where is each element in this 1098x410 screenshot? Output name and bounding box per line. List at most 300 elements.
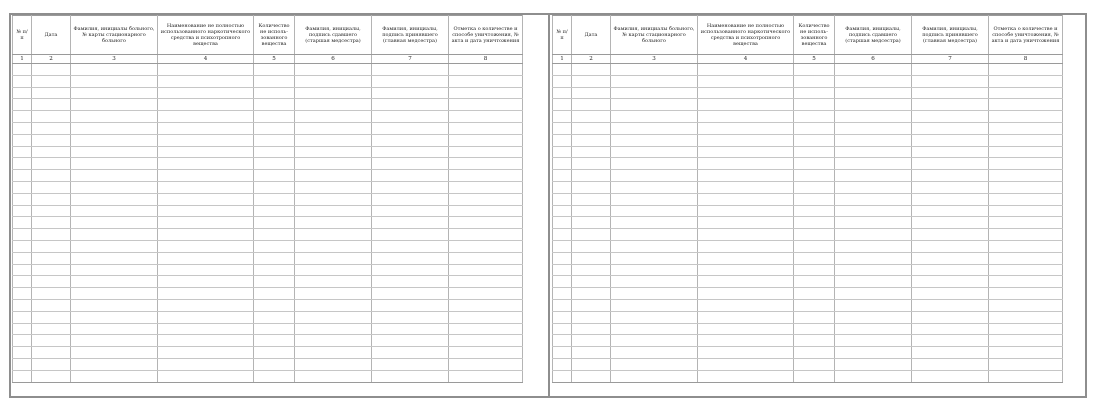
entry-row xyxy=(553,252,1063,264)
entry-cell xyxy=(158,252,254,264)
entry-cell xyxy=(32,193,71,205)
entry-cell xyxy=(13,134,32,146)
entry-cell xyxy=(572,335,611,347)
entry-cell xyxy=(794,358,835,370)
entry-cell xyxy=(553,193,572,205)
entry-cell xyxy=(912,170,989,182)
entry-cell xyxy=(32,134,71,146)
entry-cell xyxy=(295,276,372,288)
entry-cell xyxy=(254,122,295,134)
entry-cell xyxy=(794,75,835,87)
entry-cell xyxy=(13,240,32,252)
entry-cell xyxy=(254,111,295,123)
entry-cell xyxy=(449,264,523,276)
entry-cell xyxy=(912,323,989,335)
entry-cell xyxy=(835,264,912,276)
entry-cell xyxy=(989,229,1063,241)
entry-cell xyxy=(835,75,912,87)
col-number: 8 xyxy=(989,55,1063,64)
entry-cell xyxy=(835,299,912,311)
entry-cell xyxy=(835,358,912,370)
entry-cell xyxy=(912,193,989,205)
entry-row xyxy=(13,64,523,76)
entry-cell xyxy=(698,264,794,276)
entry-cell xyxy=(794,229,835,241)
entry-row xyxy=(553,146,1063,158)
entry-cell xyxy=(912,64,989,76)
entry-cell xyxy=(158,358,254,370)
entry-row xyxy=(553,311,1063,323)
entry-cell xyxy=(158,75,254,87)
entry-cell xyxy=(372,111,449,123)
entry-cell xyxy=(295,99,372,111)
col-header-handed-over: Фамилия, инициалы, подпись сдавшего (старшая медсестра) xyxy=(295,16,372,55)
entry-cell xyxy=(698,122,794,134)
entry-cell xyxy=(295,358,372,370)
entry-cell xyxy=(989,122,1063,134)
entry-cell xyxy=(254,217,295,229)
entry-cell xyxy=(698,217,794,229)
entry-cell xyxy=(698,193,794,205)
entry-cell xyxy=(13,311,32,323)
entry-cell xyxy=(254,134,295,146)
entry-cell xyxy=(254,229,295,241)
entry-cell xyxy=(611,181,698,193)
entry-cell xyxy=(295,311,372,323)
entry-cell xyxy=(698,276,794,288)
entry-cell xyxy=(553,158,572,170)
col-number: 3 xyxy=(611,55,698,64)
entry-cell xyxy=(611,111,698,123)
entry-cell xyxy=(158,264,254,276)
entry-cell xyxy=(13,288,32,300)
col-header-patient: Фамилия, инициалы больного, № карты стационарного больного xyxy=(611,16,698,55)
entry-row xyxy=(13,252,523,264)
entry-cell xyxy=(295,193,372,205)
entry-cell xyxy=(611,75,698,87)
entry-cell xyxy=(912,75,989,87)
entry-row xyxy=(13,193,523,205)
col-header-quantity: Количество не исполь-зованного вещества xyxy=(794,16,835,55)
entry-row xyxy=(553,87,1063,99)
entry-cell xyxy=(32,64,71,76)
entry-cell xyxy=(295,170,372,182)
entry-cell xyxy=(835,181,912,193)
entry-cell xyxy=(158,193,254,205)
entry-cell xyxy=(71,111,158,123)
entry-row xyxy=(13,299,523,311)
entry-row xyxy=(13,335,523,347)
entry-cell xyxy=(553,122,572,134)
entry-cell xyxy=(71,323,158,335)
entry-cell xyxy=(794,170,835,182)
entry-cell xyxy=(611,252,698,264)
entry-row xyxy=(13,111,523,123)
entry-cell xyxy=(835,335,912,347)
entry-cell xyxy=(449,181,523,193)
entry-cell xyxy=(254,311,295,323)
entry-cell xyxy=(698,288,794,300)
entry-row xyxy=(13,240,523,252)
entry-cell xyxy=(989,323,1063,335)
entry-cell xyxy=(698,64,794,76)
entry-cell xyxy=(835,229,912,241)
entry-cell xyxy=(254,146,295,158)
entry-cell xyxy=(912,347,989,359)
entry-cell xyxy=(32,122,71,134)
entry-cell xyxy=(611,122,698,134)
entry-cell xyxy=(835,347,912,359)
entry-cell xyxy=(989,358,1063,370)
entry-cell xyxy=(13,264,32,276)
entry-cell xyxy=(71,276,158,288)
entry-row xyxy=(553,347,1063,359)
entry-cell xyxy=(13,370,32,382)
entry-cell xyxy=(835,323,912,335)
entry-row xyxy=(553,358,1063,370)
entry-cell xyxy=(158,276,254,288)
entry-cell xyxy=(572,323,611,335)
entry-cell xyxy=(449,240,523,252)
entry-cell xyxy=(698,87,794,99)
entry-cell xyxy=(989,370,1063,382)
entry-cell xyxy=(13,299,32,311)
entry-cell xyxy=(449,252,523,264)
entry-row xyxy=(553,276,1063,288)
entry-cell xyxy=(611,193,698,205)
entry-row xyxy=(13,87,523,99)
entry-cell xyxy=(449,217,523,229)
entry-cell xyxy=(611,264,698,276)
entry-cell xyxy=(449,146,523,158)
entry-cell xyxy=(372,158,449,170)
col-header-handed-over: Фамилия, инициалы, подпись сдавшего (старшая медсестра) xyxy=(835,16,912,55)
entry-cell xyxy=(611,347,698,359)
entry-cell xyxy=(572,217,611,229)
entry-cell xyxy=(698,181,794,193)
entry-cell xyxy=(295,87,372,99)
entry-cell xyxy=(572,75,611,87)
entry-cell xyxy=(989,264,1063,276)
entry-cell xyxy=(989,311,1063,323)
entry-cell xyxy=(698,240,794,252)
entry-cell xyxy=(71,205,158,217)
entry-cell xyxy=(794,181,835,193)
entry-cell xyxy=(71,181,158,193)
entry-cell xyxy=(572,170,611,182)
entry-cell xyxy=(794,311,835,323)
entry-cell xyxy=(32,370,71,382)
entry-row xyxy=(13,205,523,217)
entry-cell xyxy=(794,122,835,134)
entry-cell xyxy=(611,311,698,323)
entry-row xyxy=(13,229,523,241)
header-row xyxy=(553,16,1063,55)
spine-gutter xyxy=(548,15,550,396)
journal-rows xyxy=(13,64,523,383)
entry-row xyxy=(553,323,1063,335)
entry-cell xyxy=(32,240,71,252)
entry-row xyxy=(553,240,1063,252)
entry-cell xyxy=(572,288,611,300)
entry-cell xyxy=(32,323,71,335)
entry-cell xyxy=(13,122,32,134)
entry-cell xyxy=(372,99,449,111)
entry-cell xyxy=(71,299,158,311)
entry-cell xyxy=(71,193,158,205)
entry-cell xyxy=(254,158,295,170)
entry-cell xyxy=(158,217,254,229)
entry-cell xyxy=(158,299,254,311)
entry-cell xyxy=(71,217,158,229)
entry-cell xyxy=(158,335,254,347)
entry-cell xyxy=(372,64,449,76)
entry-cell xyxy=(13,205,32,217)
entry-cell xyxy=(835,146,912,158)
entry-cell xyxy=(989,87,1063,99)
entry-cell xyxy=(254,205,295,217)
entry-cell xyxy=(611,205,698,217)
entry-cell xyxy=(611,146,698,158)
col-number: 7 xyxy=(912,55,989,64)
entry-cell xyxy=(254,252,295,264)
col-header-number: № п/п xyxy=(553,16,572,55)
entry-cell xyxy=(794,134,835,146)
entry-cell xyxy=(71,87,158,99)
entry-cell xyxy=(254,64,295,76)
entry-cell xyxy=(989,111,1063,123)
entry-cell xyxy=(794,146,835,158)
entry-cell xyxy=(835,87,912,99)
entry-cell xyxy=(572,311,611,323)
entry-row xyxy=(553,264,1063,276)
entry-cell xyxy=(794,347,835,359)
entry-cell xyxy=(794,252,835,264)
entry-cell xyxy=(71,358,158,370)
entry-cell xyxy=(572,134,611,146)
entry-cell xyxy=(835,311,912,323)
entry-cell xyxy=(989,240,1063,252)
entry-cell xyxy=(254,335,295,347)
entry-cell xyxy=(611,323,698,335)
entry-cell xyxy=(449,288,523,300)
entry-cell xyxy=(572,122,611,134)
col-number: 3 xyxy=(71,55,158,64)
entry-cell xyxy=(572,205,611,217)
entry-cell xyxy=(553,276,572,288)
entry-row xyxy=(13,122,523,134)
col-header-destruction: Отметка о количестве и способе уничтожения, № акта и дата уничтожения xyxy=(449,16,523,55)
entry-cell xyxy=(158,158,254,170)
entry-cell xyxy=(71,134,158,146)
entry-cell xyxy=(254,347,295,359)
entry-cell xyxy=(372,205,449,217)
entry-cell xyxy=(449,299,523,311)
entry-cell xyxy=(835,217,912,229)
entry-cell xyxy=(835,240,912,252)
entry-row xyxy=(553,64,1063,76)
entry-cell xyxy=(912,252,989,264)
entry-row xyxy=(13,99,523,111)
entry-cell xyxy=(449,99,523,111)
entry-cell xyxy=(835,193,912,205)
entry-cell xyxy=(553,323,572,335)
entry-cell xyxy=(71,75,158,87)
entry-cell xyxy=(71,158,158,170)
entry-cell xyxy=(32,217,71,229)
entry-cell xyxy=(698,347,794,359)
col-header-patient: Фамилия, инициалы больного, № карты стационарного больного xyxy=(71,16,158,55)
entry-cell xyxy=(449,358,523,370)
entry-cell xyxy=(13,64,32,76)
entry-cell xyxy=(32,299,71,311)
entry-row xyxy=(553,75,1063,87)
entry-cell xyxy=(71,288,158,300)
entry-cell xyxy=(611,170,698,182)
entry-row xyxy=(553,370,1063,382)
entry-cell xyxy=(449,205,523,217)
entry-cell xyxy=(254,288,295,300)
entry-cell xyxy=(158,170,254,182)
entry-cell xyxy=(989,288,1063,300)
entry-cell xyxy=(611,99,698,111)
entry-cell xyxy=(572,370,611,382)
entry-cell xyxy=(698,311,794,323)
entry-cell xyxy=(372,335,449,347)
entry-cell xyxy=(158,64,254,76)
entry-cell xyxy=(572,229,611,241)
journal-table-right xyxy=(552,15,1063,383)
entry-cell xyxy=(611,288,698,300)
entry-cell xyxy=(912,146,989,158)
entry-cell xyxy=(71,99,158,111)
entry-cell xyxy=(912,299,989,311)
entry-row xyxy=(13,170,523,182)
entry-cell xyxy=(553,111,572,123)
entry-cell xyxy=(989,347,1063,359)
entry-cell xyxy=(553,264,572,276)
entry-cell xyxy=(989,170,1063,182)
entry-cell xyxy=(698,111,794,123)
entry-cell xyxy=(449,64,523,76)
entry-cell xyxy=(572,347,611,359)
entry-cell xyxy=(32,335,71,347)
entry-cell xyxy=(158,181,254,193)
entry-cell xyxy=(295,64,372,76)
entry-cell xyxy=(912,229,989,241)
entry-cell xyxy=(254,323,295,335)
entry-cell xyxy=(71,264,158,276)
col-number: 4 xyxy=(698,55,794,64)
entry-cell xyxy=(572,276,611,288)
entry-cell xyxy=(295,217,372,229)
entry-cell xyxy=(449,158,523,170)
journal-page-right xyxy=(552,15,1062,373)
entry-cell xyxy=(254,240,295,252)
entry-cell xyxy=(572,158,611,170)
entry-cell xyxy=(13,111,32,123)
entry-cell xyxy=(698,146,794,158)
entry-cell xyxy=(912,181,989,193)
entry-cell xyxy=(572,252,611,264)
entry-cell xyxy=(254,87,295,99)
entry-cell xyxy=(989,335,1063,347)
entry-row xyxy=(553,99,1063,111)
header-row xyxy=(13,16,523,55)
entry-cell xyxy=(794,288,835,300)
entry-row xyxy=(553,122,1063,134)
col-number: 6 xyxy=(295,55,372,64)
entry-row xyxy=(553,134,1063,146)
entry-cell xyxy=(295,111,372,123)
entry-cell xyxy=(611,335,698,347)
entry-cell xyxy=(295,181,372,193)
entry-cell xyxy=(372,288,449,300)
col-number: 7 xyxy=(372,55,449,64)
entry-cell xyxy=(989,193,1063,205)
entry-cell xyxy=(449,229,523,241)
entry-cell xyxy=(698,335,794,347)
entry-cell xyxy=(989,146,1063,158)
entry-cell xyxy=(449,370,523,382)
col-header-received: Фамилия, инициалы, подпись принявшего (главная медсестра) xyxy=(372,16,449,55)
entry-cell xyxy=(295,240,372,252)
entry-cell xyxy=(698,99,794,111)
entry-cell xyxy=(835,99,912,111)
entry-cell xyxy=(13,347,32,359)
entry-cell xyxy=(794,264,835,276)
entry-cell xyxy=(553,299,572,311)
entry-cell xyxy=(295,134,372,146)
entry-cell xyxy=(372,358,449,370)
column-number-row xyxy=(553,55,1063,64)
entry-cell xyxy=(13,193,32,205)
entry-cell xyxy=(794,64,835,76)
entry-cell xyxy=(295,299,372,311)
entry-cell xyxy=(254,75,295,87)
entry-cell xyxy=(372,347,449,359)
entry-cell xyxy=(794,87,835,99)
entry-cell xyxy=(794,299,835,311)
entry-row xyxy=(553,335,1063,347)
entry-cell xyxy=(794,240,835,252)
entry-cell xyxy=(989,299,1063,311)
entry-row xyxy=(13,134,523,146)
entry-cell xyxy=(572,240,611,252)
entry-cell xyxy=(449,276,523,288)
entry-cell xyxy=(449,87,523,99)
entry-cell xyxy=(794,335,835,347)
col-header-date: Дата xyxy=(32,16,71,55)
entry-cell xyxy=(254,299,295,311)
entry-cell xyxy=(611,229,698,241)
entry-cell xyxy=(553,229,572,241)
entry-cell xyxy=(449,170,523,182)
entry-cell xyxy=(611,134,698,146)
entry-cell xyxy=(912,264,989,276)
entry-cell xyxy=(572,64,611,76)
entry-cell xyxy=(372,299,449,311)
entry-cell xyxy=(372,122,449,134)
entry-cell xyxy=(698,229,794,241)
entry-cell xyxy=(912,311,989,323)
entry-cell xyxy=(912,335,989,347)
col-number: 2 xyxy=(32,55,71,64)
entry-cell xyxy=(794,158,835,170)
entry-cell xyxy=(912,87,989,99)
entry-cell xyxy=(158,146,254,158)
entry-cell xyxy=(553,358,572,370)
